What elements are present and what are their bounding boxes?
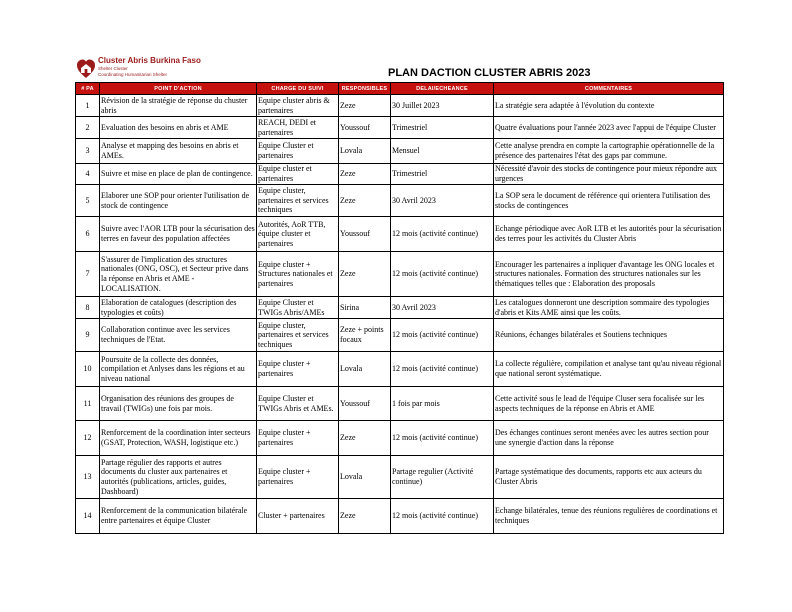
deadline-cell: Partage regulier (Activité continue) [391, 456, 494, 499]
action-cell: Elaborer une SOP pour orienter l'utilisation de stock de contingence [100, 185, 257, 217]
comment-cell: Les catalogues donneront une description sommaire des typologies d'abris et Kits AME ainsi que les coûts. [494, 297, 724, 319]
responsible-cell: Zeze [339, 164, 391, 185]
action-cell: Révision de la stratégie de réponse du chuster abris [100, 95, 257, 117]
charge-cell: REACH, DEDI et partenaires [257, 117, 339, 139]
table-row [76, 139, 724, 164]
comment-cell: Encourager les partenaires a inpliquer d'avantage les ONG locales et structures nationales. Formation des structures nationales sur les thématiques telles que : Elaboration des proposals [494, 252, 724, 297]
charge-cell: Cluster + partenaires [257, 499, 339, 534]
responsible-cell: Lovala [339, 139, 391, 164]
deadline-cell: 12 mois (activité continue) [391, 217, 494, 252]
responsible-cell: Zeze [339, 252, 391, 297]
table-row [76, 217, 724, 252]
responsible-cell: Zeze + points focaux [339, 319, 391, 352]
logo-subtitle: Shelter Cluster [98, 66, 128, 71]
charge-cell: Equipe Cluster et TWIGs Abris/AMEs [257, 297, 339, 319]
row-number: 1 [76, 95, 100, 117]
charge-cell: Equipe cluster abris & partenaires [257, 95, 339, 117]
responsible-cell: Youssouf [339, 387, 391, 421]
row-number: 3 [76, 139, 100, 164]
table-row [76, 117, 724, 139]
header-responsibles: RESPONSIBLES [339, 83, 391, 95]
logo [76, 54, 226, 84]
comment-cell: Des échanges continues seront menées avec les autres section pour une synergie d'action dans la réponse [494, 421, 724, 456]
charge-cell: Equipe Cluster et partenaires [257, 139, 339, 164]
row-number: 8 [76, 297, 100, 319]
logo-name: Cluster Abris Burkina Faso [98, 56, 201, 65]
header-num: # PA [76, 83, 100, 95]
charge-cell: Equipe cluster + Structures nationales et partenaires [257, 252, 339, 297]
table-row [76, 164, 724, 185]
table-row [76, 252, 724, 297]
table-row [76, 352, 724, 387]
action-plan-table [75, 82, 724, 534]
deadline-cell: 30 Avril 2023 [391, 185, 494, 217]
table-row [76, 456, 724, 499]
deadline-cell: 12 mois (activité continue) [391, 421, 494, 456]
row-number: 11 [76, 387, 100, 421]
comment-cell: La SOP sera le document de référence qui orientera l'utilisation des stocks de contingences [494, 185, 724, 217]
responsible-cell: Sirina [339, 297, 391, 319]
row-number: 6 [76, 217, 100, 252]
action-cell: Evaluation des besoins en abris et AME [100, 117, 257, 139]
charge-cell: Equipe cluster, partenaires et services techniques [257, 185, 339, 217]
deadline-cell: Trimestriel [391, 117, 494, 139]
comment-cell: La stratégie sera adaptée à l'évolution du contexte [494, 95, 724, 117]
row-number: 10 [76, 352, 100, 387]
row-number: 14 [76, 499, 100, 534]
table-row [76, 319, 724, 352]
action-cell: S'assurer de l'implication des structures nationales (ONG, OSC), et Secteur prive dans la réponse en Abris et AME - LOCALISATION. [100, 252, 257, 297]
house-heart-icon [76, 58, 96, 80]
table-header-row [76, 83, 724, 95]
action-cell: Suivre avec l'AOR LTB pour la sécurisation des terres en faveur des population affectées [100, 217, 257, 252]
charge-cell: Equipe Cluster et TWIGs Abris et AMEs. [257, 387, 339, 421]
responsible-cell: Youssouf [339, 117, 391, 139]
header-action: POINT D'ACTION [100, 83, 257, 95]
charge-cell: Equipe cluster + partenaires [257, 352, 339, 387]
responsible-cell: Zeze [339, 421, 391, 456]
row-number: 5 [76, 185, 100, 217]
deadline-cell: Trimestriel [391, 164, 494, 185]
comment-cell: Nécessité d'avoir des stocks de contingence pour mieux répondre aux urgences [494, 164, 724, 185]
action-cell: Poursuite de la collecte des données, compilation et Anlyses dans les régions et au niveau national [100, 352, 257, 387]
deadline-cell: 12 mois (activité continue) [391, 252, 494, 297]
action-cell: Elaboration de catalogues (description des typologies et coûts) [100, 297, 257, 319]
comment-cell: Cette activité sous le lead de l'équipe Cluser sera focalisée sur les aspects techniques de la réponse en Abris et AME [494, 387, 724, 421]
charge-cell: Equipe cluster + partenaires [257, 421, 339, 456]
charge-cell: Equipe cluster + partenaires [257, 456, 339, 499]
comment-cell: Quatre évaluations pour l'année 2023 avec l'appui de l'équipe Cluster [494, 117, 724, 139]
header-comments: COMMENTAIRES [494, 83, 724, 95]
table-row [76, 499, 724, 534]
action-cell: Analyse et mapping des besoins en abris et AMEs. [100, 139, 257, 164]
logo-tagline: Coordinating Humanitarian Shelter [98, 72, 168, 77]
comment-cell: La collecte régulière, compilation et analyse tant qu'au niveau régional que national seront systématique. [494, 352, 724, 387]
responsible-cell: Zeze [339, 499, 391, 534]
table-row [76, 297, 724, 319]
responsible-cell: Zeze [339, 185, 391, 217]
header-charge: CHARGE DU SUIVI [257, 83, 339, 95]
row-number: 13 [76, 456, 100, 499]
table-row [76, 95, 724, 117]
comment-cell: Partage systématique des documents, rapports etc aux acteurs du Cluster Abris [494, 456, 724, 499]
comment-cell: Cette analyse prendra en compte la cartographie opérationnelle de la présence des partenaires l'état des gaps par commune. [494, 139, 724, 164]
row-number: 2 [76, 117, 100, 139]
action-cell: Organisation des réunions des groupes de travail (TWIGs) une fois par mois. [100, 387, 257, 421]
deadline-cell: Mensuel [391, 139, 494, 164]
charge-cell: Equipe cluster et partenaires [257, 164, 339, 185]
deadline-cell: 1 fois par mois [391, 387, 494, 421]
charge-cell: Equipe cluster, partenaires et services techniques [257, 319, 339, 352]
table-row [76, 185, 724, 217]
comment-cell: Réunions, échanges bilatérales et Soutiens techniques [494, 319, 724, 352]
action-cell: Renforcement de la communication bilatérale entre partenaires et équipe Cluster [100, 499, 257, 534]
comment-cell: Echange périodique avec AoR LTB et les autorités pour la sécurisation des terres pour les activités du Cluster Abris [494, 217, 724, 252]
action-cell: Renforcement de la coordination inter secteurs (GSAT, Protection, WASH, logistique etc.) [100, 421, 257, 456]
action-cell: Collaboration continue avec les services techniques de l'Etat. [100, 319, 257, 352]
deadline-cell: 30 Avril 2023 [391, 297, 494, 319]
table-row [76, 387, 724, 421]
action-cell: Suivre et mise en place de plan de contingence. [100, 164, 257, 185]
action-cell: Partage régulier des rapports et autres documents du cluster aux partenaires et autorités (publications, articles, guides, Dashboard) [100, 456, 257, 499]
deadline-cell: 12 mois (activité continue) [391, 319, 494, 352]
row-number: 4 [76, 164, 100, 185]
deadline-cell: 30 Juillet 2023 [391, 95, 494, 117]
comment-cell: Echange bilatérales, tenue des réunions regulières de coordinations et techniques [494, 499, 724, 534]
responsible-cell: Lovala [339, 352, 391, 387]
row-number: 12 [76, 421, 100, 456]
deadline-cell: 12 mois (activité continue) [391, 499, 494, 534]
header-deadline: DELAI/ECHEANCE [391, 83, 494, 95]
table-row [76, 421, 724, 456]
deadline-cell: 12 mois (activité continue) [391, 352, 494, 387]
responsible-cell: Youssouf [339, 217, 391, 252]
row-number: 9 [76, 319, 100, 352]
charge-cell: Autorités, AoR TTB, équipe cluster et partenaires [257, 217, 339, 252]
page-title: PLAN DACTION CLUSTER ABRIS 2023 [388, 67, 591, 79]
responsible-cell: Zeze [339, 95, 391, 117]
responsible-cell: Lovala [339, 456, 391, 499]
row-number: 7 [76, 252, 100, 297]
